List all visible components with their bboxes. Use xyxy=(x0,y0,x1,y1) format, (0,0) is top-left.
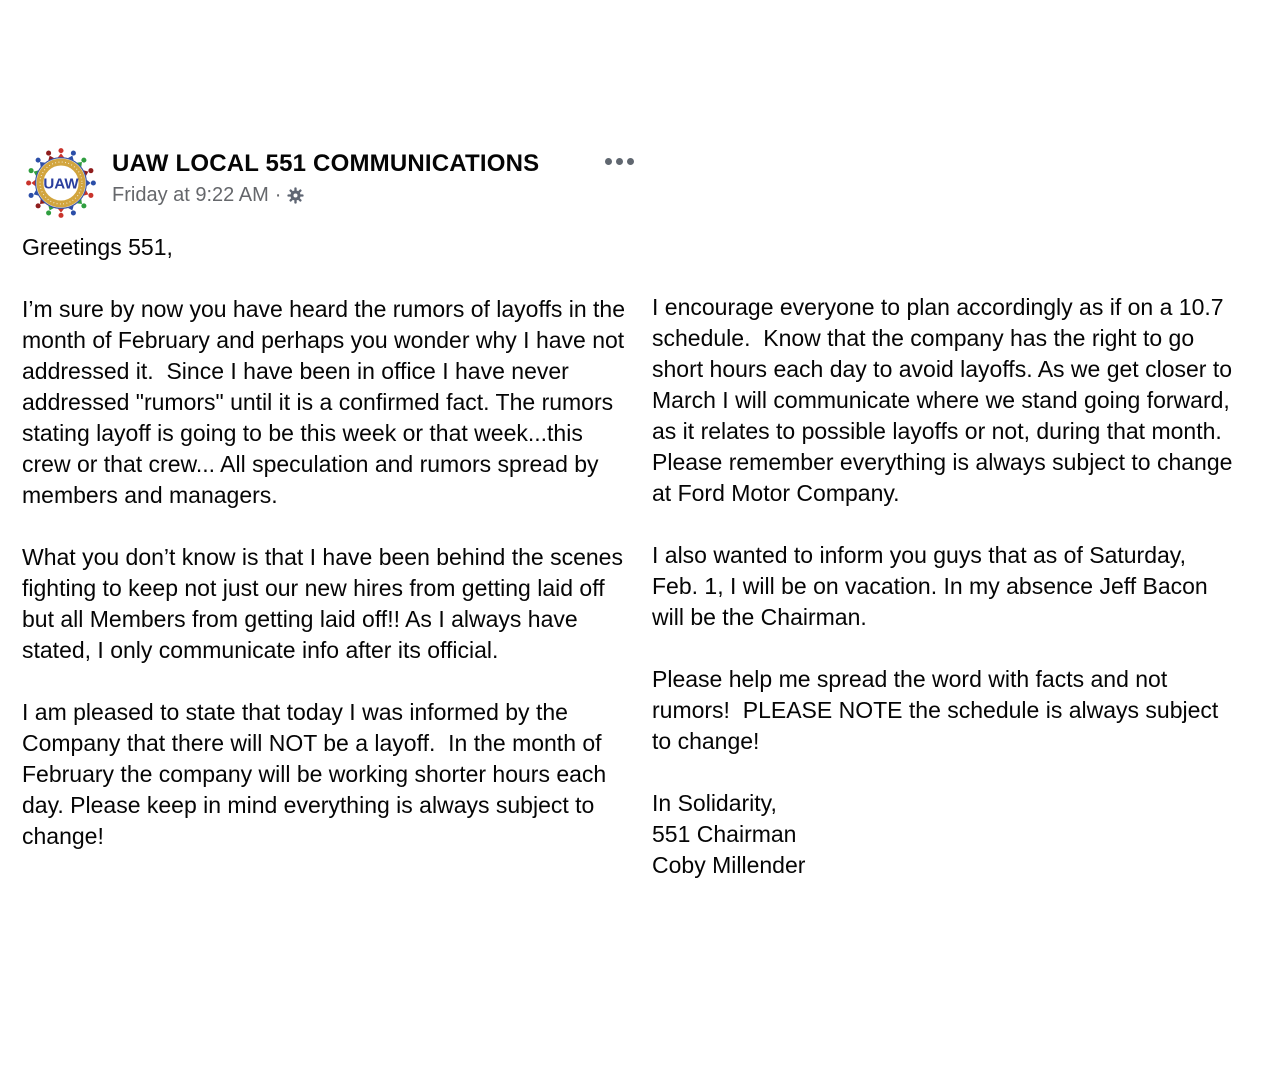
signature-line: 551 Chairman xyxy=(652,821,797,847)
ellipsis-icon xyxy=(627,158,634,165)
post-text-column-left xyxy=(22,232,630,883)
greeting-text: Greetings 551, xyxy=(22,234,173,260)
signature-line: Coby Millender xyxy=(652,852,806,878)
post-paragraph: I encourage everyone to plan accordingly as if on a 10.7 schedule. Know that the company has the right to go short hours each day to avoid layoffs. As we get closer to March I will communicate where we stand going forward, as it relates to possible layoffs or not, during that month. Please remember everything is always subject to change at Ford Motor Company. xyxy=(652,294,1239,506)
post-body xyxy=(22,232,1239,883)
post-header xyxy=(22,144,634,222)
signature-line: In Solidarity, xyxy=(652,790,777,816)
timestamp-link[interactable]: Friday at 9:22 AM xyxy=(112,184,269,206)
post-paragraph: I also wanted to inform you guys that as of Saturday, Feb. 1, I will be on vacation. In my absence Jeff Bacon will be the Chairman. xyxy=(652,542,1215,630)
header-text xyxy=(112,144,539,207)
post-text-column-right xyxy=(652,232,1239,883)
post-options-button[interactable] xyxy=(605,144,634,165)
post-paragraph: I am pleased to state that today I was informed by the Company that there will NOT be a layoff. In the month of February the company will be working shorter hours each day. Please keep in mind everything is always subject to change! xyxy=(22,699,613,849)
page-title-link[interactable]: UAW LOCAL 551 COMMUNICATIONS xyxy=(112,150,540,177)
ellipsis-icon xyxy=(605,158,612,165)
ellipsis-icon xyxy=(616,158,623,165)
uaw-logo-avatar[interactable] xyxy=(22,144,100,222)
signature-block xyxy=(652,788,1236,881)
meta-separator: · xyxy=(274,184,282,206)
post-paragraph: What you don’t know is that I have been behind the scenes fighting to keep not just our new hires from getting laid off but all Members from getting laid off!! As I always have stated, I only communicate info after its official. xyxy=(22,544,630,663)
post-meta xyxy=(112,183,539,207)
post-paragraph: I’m sure by now you have heard the rumors of layoffs in the month of February and perhaps you wonder why I have not addressed it. Since I have been in office I have never addressed "rumors" until it is a confirmed fact. The rumors stating layoff is going to be this week or that week...this crew or that crew... All speculation and rumors spread by members and managers. xyxy=(22,296,632,508)
gear-icon xyxy=(287,187,304,204)
post-paragraph: Please help me spread the word with facts and not rumors! PLEASE NOTE the schedule is always subject to change! xyxy=(652,666,1225,754)
avatar-uaw-text: UAW xyxy=(43,175,79,193)
